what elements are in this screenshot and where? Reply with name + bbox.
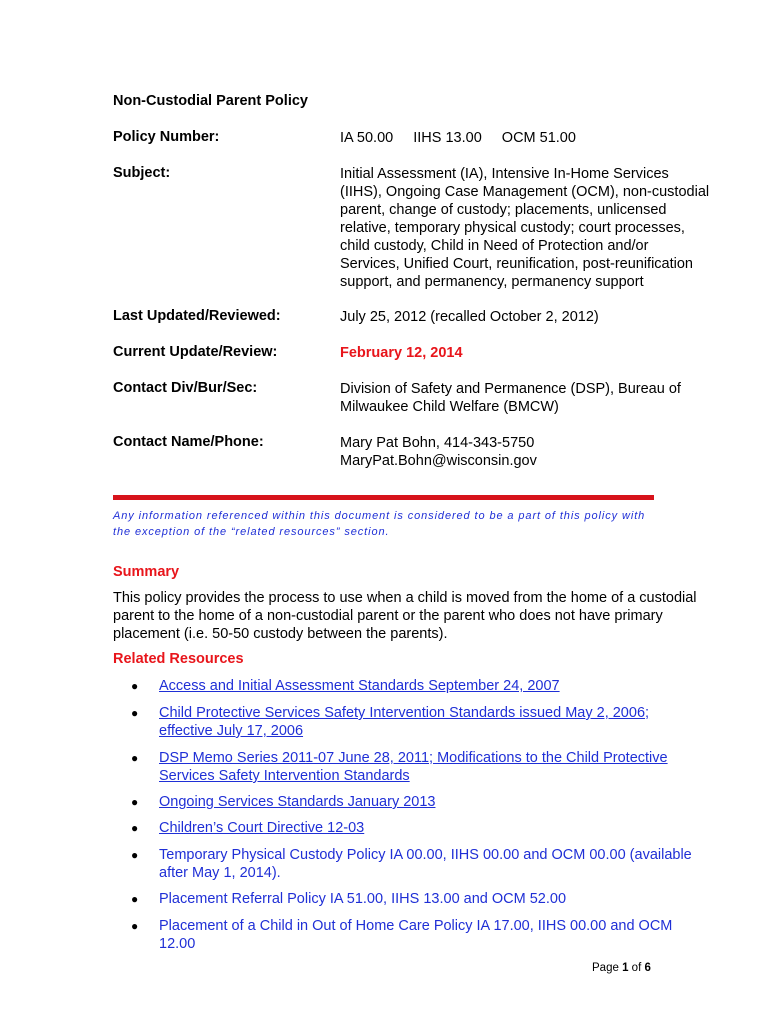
subject-line: Services, Unified Court, reunification, post-reunification: [340, 256, 693, 272]
related-resources-heading: Related Resources: [113, 651, 244, 667]
current-update-label: Current Update/Review:: [113, 344, 278, 360]
contact-div-line: Division of Safety and Permanence (DSP), Bureau of: [340, 381, 681, 397]
summary-heading: Summary: [113, 564, 180, 580]
bullet-icon: ●: [131, 679, 139, 693]
page-number: [592, 962, 651, 974]
subject-line: child custody, Child in Need of Protection and/or: [340, 238, 649, 254]
contact-email: MaryPat.Bohn@wisconsin.gov: [340, 453, 537, 469]
bullet-icon: ●: [131, 795, 139, 809]
subject-line: parent, change of custody; placements, unlicensed: [340, 202, 667, 218]
resource-line: 12.00: [159, 936, 196, 952]
resource-text: [159, 890, 566, 908]
bullet-icon: ●: [131, 892, 139, 906]
policy-number-label: Policy Number:: [113, 129, 220, 145]
subject-line: relative, temporary physical custody; court processes,: [340, 220, 685, 236]
reference-note-line: the exception of the “related resources” section.: [113, 526, 390, 538]
contact-name-label: Contact Name/Phone:: [113, 434, 264, 450]
contact-name-phone: Mary Pat Bohn, 414-343-5750: [340, 435, 535, 451]
resource-text: [159, 917, 672, 953]
resource-link[interactable]: [159, 704, 649, 740]
policy-number-ocm: OCM 51.00: [501, 130, 576, 146]
resource-line[interactable]: effective July 17, 2006: [159, 723, 304, 739]
bullet-icon: ●: [131, 706, 139, 720]
page-word: Page: [592, 962, 619, 974]
resource-line: Placement of a Child in Out of Home Care Policy IA 17.00, IIHS 00.00 and OCM: [159, 918, 673, 934]
resource-line[interactable]: Children’s Court Directive 12-03: [159, 820, 365, 836]
resource-line[interactable]: DSP Memo Series 2011-07 June 28, 2011; Modifications to the Child Protective: [159, 750, 668, 766]
subject-line: Initial Assessment (IA), Intensive In-Home Services: [340, 166, 669, 182]
current-update-value: February 12, 2014: [340, 345, 463, 361]
resource-link[interactable]: [159, 677, 560, 695]
bullet-icon: ●: [131, 751, 139, 765]
bullet-icon: ●: [131, 821, 139, 835]
resource-line[interactable]: Access and Initial Assessment Standards September 24, 2007: [159, 678, 560, 694]
resource-line: after May 1, 2014).: [159, 865, 281, 881]
resource-line[interactable]: Services Safety Intervention Standards: [159, 768, 410, 784]
total-pages: 6: [644, 962, 651, 974]
policy-number-iihs: IIHS 13.00: [413, 130, 482, 146]
bullet-icon: ●: [131, 848, 139, 862]
summary-line: This policy provides the process to use when a child is moved from the home of a custodial: [113, 590, 697, 606]
of-word: of: [631, 962, 642, 974]
resource-line: Temporary Physical Custody Policy IA 00.00, IIHS 00.00 and OCM 00.00 (available: [159, 847, 692, 863]
last-updated-label: Last Updated/Reviewed:: [113, 308, 281, 324]
resource-line: Placement Referral Policy IA 51.00, IIHS 13.00 and OCM 52.00: [159, 891, 567, 907]
summary-line: placement (i.e. 50-50 custody between the parents).: [113, 626, 448, 642]
reference-note: [113, 508, 733, 540]
red-divider: [113, 495, 654, 500]
resource-line[interactable]: Ongoing Services Standards January 2013: [159, 794, 436, 810]
summary-line: parent to the home of a non-custodial parent or the parent who does not have primary: [113, 608, 663, 624]
summary-paragraph: [113, 589, 733, 643]
contact-div-label: Contact Div/Bur/Sec:: [113, 380, 258, 396]
subject-line: support, and permanency, permanency support: [340, 274, 644, 290]
contact-name-value: [340, 434, 735, 470]
subject-line: (IIHS), Ongoing Case Management (OCM), non-custodial: [340, 184, 710, 200]
resource-line[interactable]: Child Protective Services Safety Intervention Standards issued May 2, 2006;: [159, 705, 650, 721]
resource-link[interactable]: [159, 793, 435, 811]
current-page: 1: [622, 962, 629, 974]
last-updated-value: July 25, 2012 (recalled October 2, 2012): [340, 309, 599, 325]
resource-link[interactable]: [159, 819, 364, 837]
resource-text: [159, 846, 692, 882]
subject-value: [340, 165, 735, 291]
policy-number-values: [340, 129, 735, 147]
reference-note-line: Any information referenced within this document is considered to be a part of this policy with: [113, 510, 646, 522]
contact-div-value: [340, 380, 735, 416]
subject-label: Subject:: [113, 165, 171, 181]
policy-number-ia: IA 50.00: [340, 130, 394, 146]
resource-link[interactable]: [159, 749, 668, 785]
contact-div-line: Milwaukee Child Welfare (BMCW): [340, 399, 559, 415]
bullet-icon: ●: [131, 919, 139, 933]
document-title: Non-Custodial Parent Policy: [113, 93, 308, 109]
